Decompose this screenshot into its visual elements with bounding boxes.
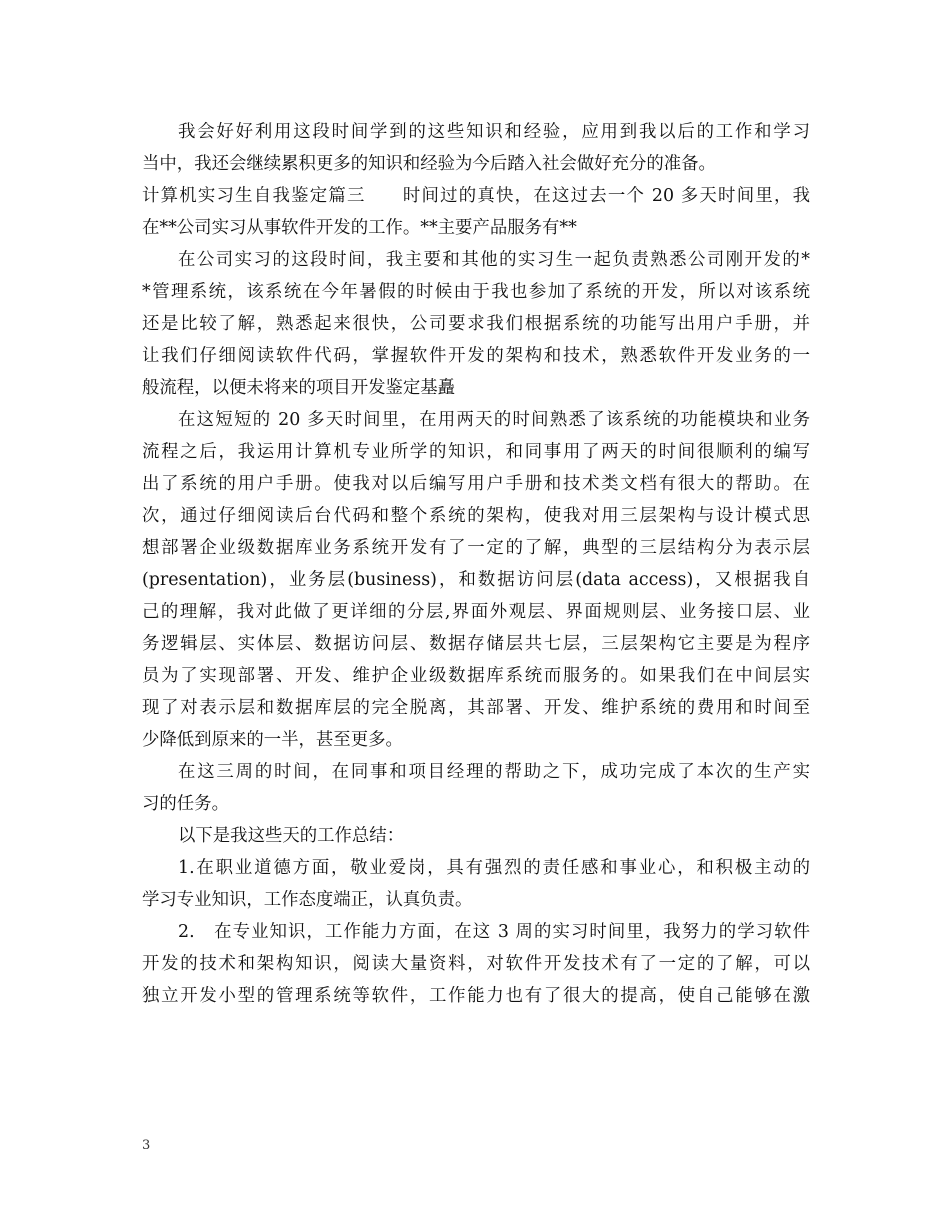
text-line: (presentation)，业务层(business)，和数据访问层(data access)，又根据我自 [142, 570, 810, 590]
text-line: 想部署企业级数据库业务系统开发有了一定的了解，典型的三层结构分为表示层 [142, 538, 810, 558]
text-line: 习的任务。 [142, 794, 229, 814]
text-line: *管理系统，该系统在今年暑假的时候由于我也参加了系统的开发，所以对该系统 [142, 282, 810, 302]
text-line: 1.在职业道德方面，敬业爱岗，具有强烈的责任感和事业心，和积极主动的 [178, 858, 810, 878]
text-line: 在**公司实习从事软件开发的工作。**主要产品服务有** [142, 218, 577, 238]
text-line: 2. 在专业知识，工作能力方面，在这 3 周的实习时间里，我努力的学习软件 [178, 922, 810, 942]
text-line: 计算机实习生自我鉴定篇三 时间过的真快，在这过去一个 20 多天时间里，我 [142, 186, 810, 206]
text-line: 员为了实现部署、开发、维护企业级数据库系统而服务的。如果我们在中间层实 [142, 666, 810, 686]
text-line: 少降低到原来的一半，甚至更多。 [142, 730, 403, 750]
text-line: 在公司实习的这段时间，我主要和其他的实习生一起负责熟悉公司刚开发的* [178, 250, 810, 270]
text-line: 让我们仔细阅读软件代码，掌握软件开发的架构和技术，熟悉软件开发业务的一 [142, 346, 810, 366]
text-line: 我会好好利用这段时间学到的这些知识和经验，应用到我以后的工作和学习 [178, 122, 810, 142]
text-line: 还是比较了解，熟悉起来很快，公司要求我们根据系统的功能写出用户手册，并 [142, 314, 810, 334]
page-number: 3 [142, 1138, 151, 1153]
text-line: 在这短短的 20 多天时间里，在用两天的时间熟悉了该系统的功能模块和业务 [178, 410, 810, 430]
text-line: 出了系统的用户手册。使我对以后编写用户手册和技术类文档有很大的帮助。在 [142, 474, 810, 494]
text-line: 般流程，以便未将来的项目开发鉴定基矗 [142, 378, 456, 398]
text-line: 现了对表示层和数据库层的完全脱离，其部署、开发、维护系统的费用和时间至 [142, 698, 810, 718]
text-line: 在这三周的时间，在同事和项目经理的帮助之下，成功完成了本次的生产实 [178, 762, 810, 782]
text-line: 学习专业知识，工作态度端正，认真负责。 [142, 890, 473, 910]
text-line: 当中，我还会继续累积更多的知识和经验为今后踏入社会做好充分的准备。 [142, 154, 716, 174]
text-line: 独立开发小型的管理系统等软件，工作能力也有了很大的提高，使自己能够在激 [142, 986, 810, 1006]
text-line: 次，通过仔细阅读后台代码和整个系统的架构，使我对用三层架构与设计模式思 [142, 506, 810, 526]
text-line: 己的理解，我对此做了更详细的分层,界面外观层、界面规则层、业务接口层、业 [142, 602, 810, 622]
document-body [142, 116, 810, 1012]
text-line: 流程之后，我运用计算机专业所学的知识，和同事用了两天的时间很顺利的编写 [142, 442, 810, 462]
text-line: 开发的技术和架构知识，阅读大量资料，对软件开发技术有了一定的了解，可以 [142, 954, 810, 974]
text-line: 务逻辑层、实体层、数据访问层、数据存储层共七层，三层架构它主要是为程序 [142, 634, 810, 654]
text-line: 以下是我这些天的工作总结： [178, 826, 405, 846]
